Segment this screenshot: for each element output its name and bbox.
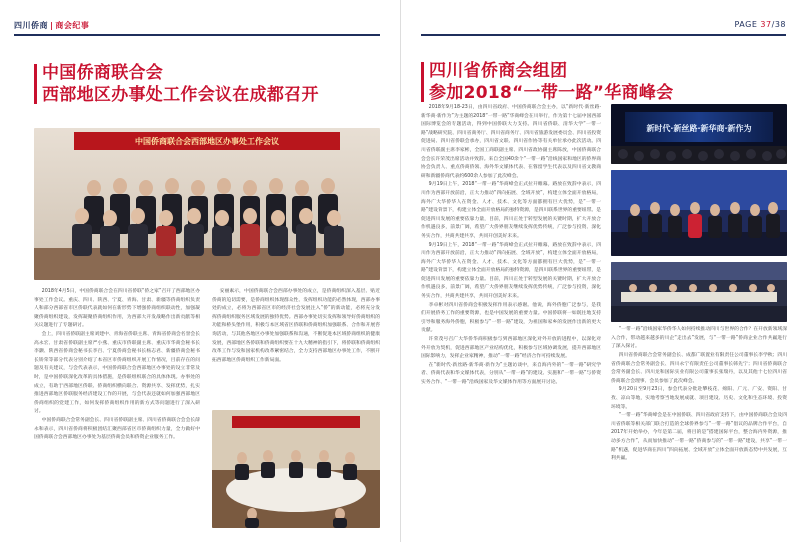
- brand-separator: |: [50, 21, 54, 30]
- right-col1-text: [421, 104, 601, 388]
- brand-name: 四川侨商: [14, 21, 48, 30]
- header-brand: [14, 20, 89, 31]
- delegation-photo: [611, 170, 787, 256]
- page-next: 38: [774, 20, 786, 29]
- right-paragraph-2: 9月19日上午，2018“一带一路”华商峰会正式拉开帷幕。路放在致辞中表示，四川作为西部开放前沿，正大力推动“四向拓展、全域开放”，构建立体全面开放格局，海外广大华侨华人在资金、人才、技术、文化等方面都拥有巨大优势，是“一带一路”建设背景下，构建立体全面开放格局的独特资源，是四川联系世界的重要纽带。是促进四川发展的重要依靠力量，目前，四川正处于转型发展的关键时期，扩大开放合作机遇良多，前景广阔，希望广大侨界朋友继续发挥优势传统，广泛参与投资、深化务实合作，共商共建共享，共同开创美好未来。: [421, 182, 601, 239]
- left-article-title: [42, 62, 319, 106]
- title-accent-bar-right: [421, 62, 424, 102]
- right-col2-paragraph-1: 四川省侨商联合会常务副会长、成都广联置业有限责任公司董事长李学秋；四川省侨商联合会常务副会长、四川永宁有限责任公司董事长韩先宁；四川省侨商联合会常务副会长、四川龙和国际实业有限公司董事长张瑞丹，以及其他十七位四川省侨商联合会理事、会员参加了此次峰会。: [611, 353, 787, 384]
- right-paragraph-1: 2018年9月18-23日，由四川省政府、中国侨商联合会主办，以“新时代·新丝路·新华商·新作为”为主题的2018“一带一路”华商峰会在川举行，作为第十七届中国西部国际博览会的专题活动，得到中国侨联大力支持。四川省侨联、清华大学“一带一路”战略研究院、四川省商务厅、四川省商务厅、四川省旅游发展委员会、四川省投资促进局、四川省侨联会承办，四川省文联、四川省作协等有关单位承办此次活动。四川省侨联副主席李家彬，全国工商联副主席、四川省政协副主席陈放，中国侨商联合会会长许荣茂出席活动并致辞。来自全国40余个“一带一路”沿线国家和地区的侨界商协会负责人、重点侨商侨领、海外华文媒体代表、在蓉留学生代表以及四川省文教商研和新疆侨商代表约600余人参加了此次峰会。: [421, 105, 601, 179]
- right-paragraph-6: 在“新时代·新丝路·新华商·新作为”主题访谈中，来自海内外的“一带一路”研究学者、侨商代表和华文媒体代表，分别从“一带一路”的建设、实施和“一带一路”与侨资实务合作、“一带一路”沿线国家及华文媒体作用等方面展开讨论。: [421, 362, 601, 385]
- right-article-title: [429, 60, 673, 104]
- summit-banner-text: 新时代·新丝路·新华商·新作为: [646, 124, 752, 133]
- banner-text: 中国侨商联合会西部地区办事处工作会议: [135, 137, 279, 146]
- left-title-line1: 中国侨商联合会: [42, 63, 164, 83]
- page-current: 37: [760, 20, 772, 29]
- header-rule-right: [421, 34, 786, 36]
- right-title-line2: 参加2018“一带一路”华商峰会: [429, 83, 674, 103]
- right-col2-paragraph-3: “一带一路”华商峰会是在中国侨联、四川省政府支持下，由中国侨商联合会及四川省侨联等相关部门联合打造的全球侨界参与“一带一路”倡议的品牌合作平台，自2017年开始举办，今年是第二届，将目的是“搭建国际平台，整合海内外资源，推动多方合作”，从而加快推动“一带一路”侨商参与的“一带一路”建设，共享“一带一路”机遇，促进华商在四川“四向拓展、全域开放”立体全面开放新态势中共发展，互利共赢。: [611, 413, 787, 462]
- header-rule: [14, 34, 380, 36]
- page-label: PAGE: [734, 20, 758, 29]
- right-col2-caption: “一带一路”沿线国家华侨华人如何持续推动四川与世界的合作？在开放新领域深入合作，带动越来越多的川企“走出去”发展，与“一带一路”侨商企业合作共赢进行了深入探讨。: [611, 327, 787, 350]
- right-paragraph-3: 9月19日上午，2018“一带一路”华商峰会正式拉开帷幕，路放在致辞中表示，四川作为西部开放前沿，正大力推动“四向拓展、全域开放”，构建立体全面开放格局，海外广大华侨华人在资金、人才、技术、文化等方面都拥有巨大优势，是“一带一路”建设背景下，构建立体全面开放格局的独特资源，是四川联系世界的重要纽带，是促进四川发展的重要依靠力量。目前，四川正处于转型发展的关键时期，扩大开放合作机遇良多，前景广阔，希望广大侨界朋友继续发挥优势传统，广泛参与投资，深化务实合作，共商共建共享，共同开创美好未来。: [421, 242, 601, 300]
- meeting-photo: [212, 410, 380, 528]
- page-sep: /: [771, 20, 775, 29]
- right-paragraph-4: 李卓彬对四川省侨商会积极发挥作用表示感谢。他说，海外侨胞广泛参与，是我们开展侨务工作的重要资源，也是中国发展的重要力量。中国侨联将一如既往地支持引导和服务海外侨胞，积极参与“一带一路”建设，为祖国和家乡的发展作出新的更大贡献。: [421, 302, 601, 334]
- page-number: [734, 20, 786, 29]
- summit-stage-photo: [611, 104, 787, 164]
- column-name: 商会纪事: [55, 21, 90, 30]
- right-title-line1: 四川省侨商会组团: [429, 61, 568, 81]
- conference-photo: [611, 262, 787, 322]
- left-col2-paragraph-1: 安丽素示，中国侨商联合会西部办事处的成立，是侨商组织深入基层、贴近侨商的迫切需要，是侨商组织体现群众性、发挥组织功能的必然体现，西部办事处的成立，必将为西部省区市的经济社会发展注入“侨”的新动能，必将充分发挥侨商组织服务区域发展的独特优势。西部办事处切实发挥和领导好侨商组织的功能和桥头堡作用，积极与本区域省区侨联和侨商组织加强联系、合作和开展咨询活动，与其他各地区办事处加强联系和沟通，不断促进本区域侨商组织的健康发展，西部地区各侨联和侨商组织要在十九大精神的指引下，将侨联和侨商组织改革工作与发和国家机构改革紧密结合，全力支持西部地区办事处工作，不断开拓西部地区侨商组织工作新局面。: [212, 289, 380, 363]
- group-photo: [34, 128, 380, 280]
- left-paragraph-2: 会上，四川省侨联副主席刘建中、青海省侨联主席、青海省侨商会名誉会长高永宏、甘肃省侨联副主席严小燕、重庆市侨联副主席、重庆市华商会秘书长李灏、陕西省侨商会秘书长李百、宁夏侨商会秘书长杨志君、新疆侨商会秘书长矫荣等部分代表分别介绍了本省区市侨商组织开展工作情况，目前存在的问题及有关建议，与会代表表示，中国侨商联合会西部地区办事处的设立非常及时，是中国侨联深化改革的具体措施，是侨联组织联合的具体体现。办事处的成立，有助于西部地区侨联、侨商组织横向联合、资源共享、发挥优势，扎实推进西部地区侨联服务经济建设工作的开展，与会代表还就如何加强西部地区侨商组织的党建工作，如何发挥侨商组织作用的新方式等问题进行了深入研讨。: [34, 331, 200, 415]
- right-col2-text: [611, 352, 787, 464]
- left-col1-text: [34, 288, 200, 443]
- title-accent-bar: [34, 64, 37, 104]
- left-col2-text: [212, 288, 380, 365]
- right-col2-paragraph-2: 9月20日至9月23日，参会代表分批赴攀枝花、绵阳、广元、广安、资阳、甘孜、凉山等地，实地考察当地发展成就、项目建设、历史、文化和生态环境、投资环境等。: [611, 387, 787, 410]
- left-paragraph-3: 中国侨商联合会常务副会长、四川省侨联副主席、四川省侨商联合会会长薛永和表示，四川省侨商将积极团结汇聚西部省区市侨商组织力量，全力做好中国侨商联合会西部地区办事处为基层侨商会员和侨资企业服务工作。: [34, 417, 200, 441]
- right-paragraph-5: 许荣茂号召广大华侨华商积极参与到西部地区深化对外开放的进程中，以深化对外开放为契机，促进西部地区产业结构优化，积极参与区域协调发展，提升西部地区国际影响力，发挥企业家精神，推动“一带一路”经济合作可持续发展。: [421, 337, 601, 360]
- right-page: [400, 0, 800, 542]
- left-title-line2: 西部地区办事处工作会议在成都召开: [42, 85, 319, 105]
- left-paragraph-1: 2018年4月5日，中国侨商联合会在四川省侨联“侨之家”召开了西部地区办事处工作会议。重庆、四川、陕西、宁夏、青海、甘肃、新疆等侨商组织负责人和部分西部省市区侨联代表就如何在新形势下增强侨商组织联动性，加强凝聚侨商组织建设，发挥凝聚侨商组织作用，为西部大开发战略作出新贡献等相关议题进行了专题研讨。: [34, 289, 200, 329]
